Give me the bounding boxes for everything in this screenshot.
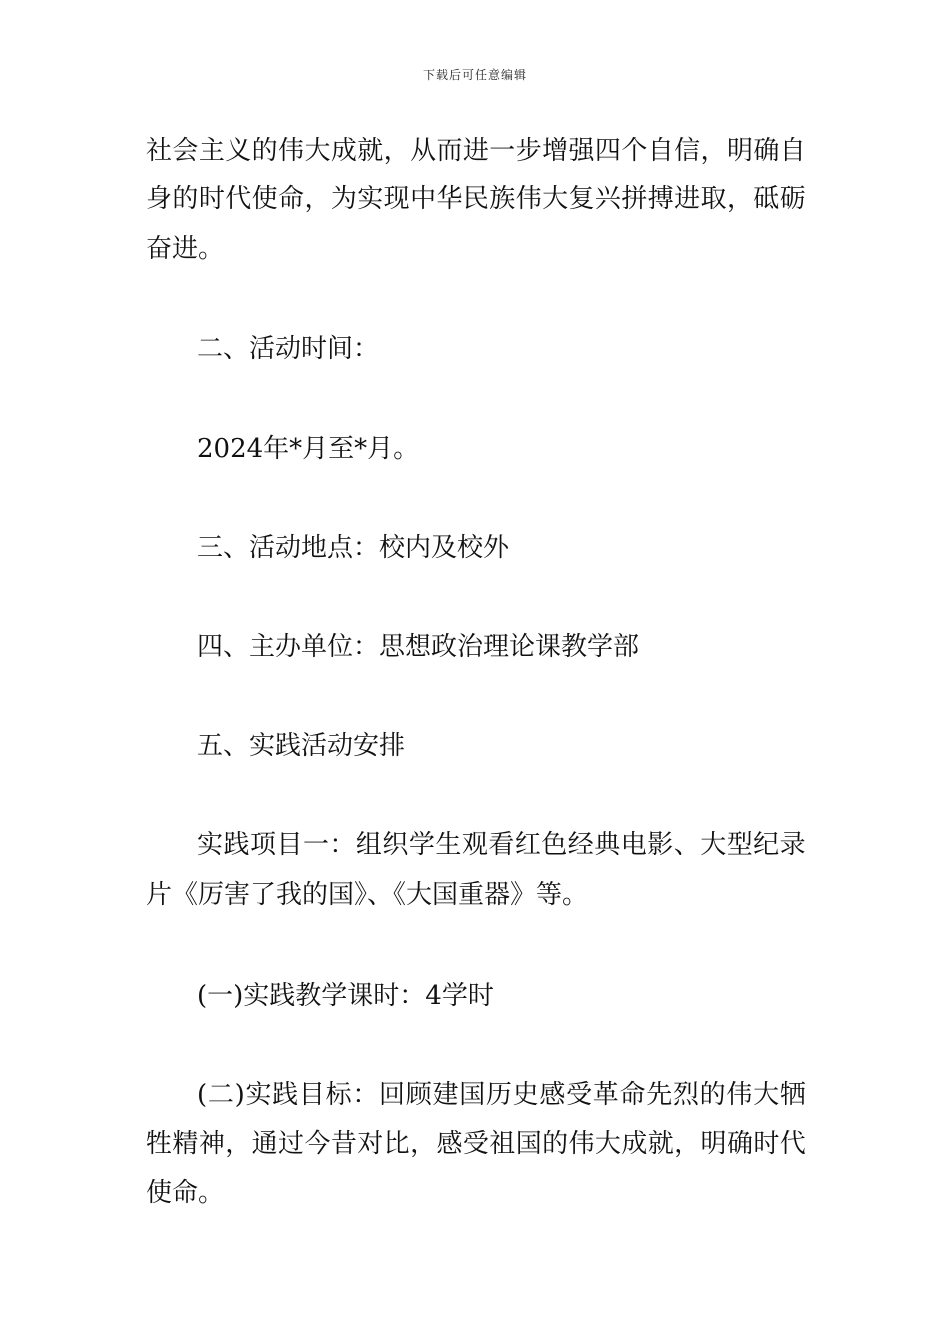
- paragraph-1-line-1: 社 会 主 义 的 伟 大 成 就 ， 从 而 进 一 步 增 强 四 个 自 信 ， 明 确 自: [146, 136, 806, 166]
- objective-line-3: 使命。: [146, 1178, 225, 1208]
- page-header-note: 下载后可任意编辑: [422, 68, 527, 82]
- section-heading-time: 二、活动时间：: [197, 334, 380, 364]
- project-one-line-2: 片《厉害了我的国》、《大国重器》等。: [146, 880, 589, 910]
- project-one-line-1: 实 践 项 目 一 ： 组 织 学 生 观 看 红 色 经 典 电 影 、 大 型 纪 录: [197, 830, 806, 860]
- section-heading-organizer: 四、主办单位：思想政治理论课教学部: [197, 632, 640, 662]
- class-hours: (一)实践教学课时：4学时: [197, 981, 494, 1011]
- objective-line-1: ( 二 ) 实 践 目 标 ： 回 顾 建 国 历 史 感 受 革 命 先 烈 的 伟 大 牺: [197, 1080, 806, 1110]
- activity-time-value: 2024年*月至*月。: [197, 434, 420, 464]
- section-heading-arrangement: 五、实践活动安排: [197, 731, 406, 761]
- objective-line-2: 牲 精 神 ， 通 过 今 昔 对 比 ， 感 受 祖 国 的 伟 大 成 就 ， 明 确 时 代: [146, 1129, 806, 1159]
- paragraph-1-line-2: 身 的 时 代 使 命 ， 为 实 现 中 华 民 族 伟 大 复 兴 拼 搏 进 取 ， 砥 砺: [146, 184, 806, 214]
- section-heading-location: 三、活动地点：校内及校外: [197, 533, 510, 563]
- paragraph-1-line-3: 奋进。: [146, 234, 225, 264]
